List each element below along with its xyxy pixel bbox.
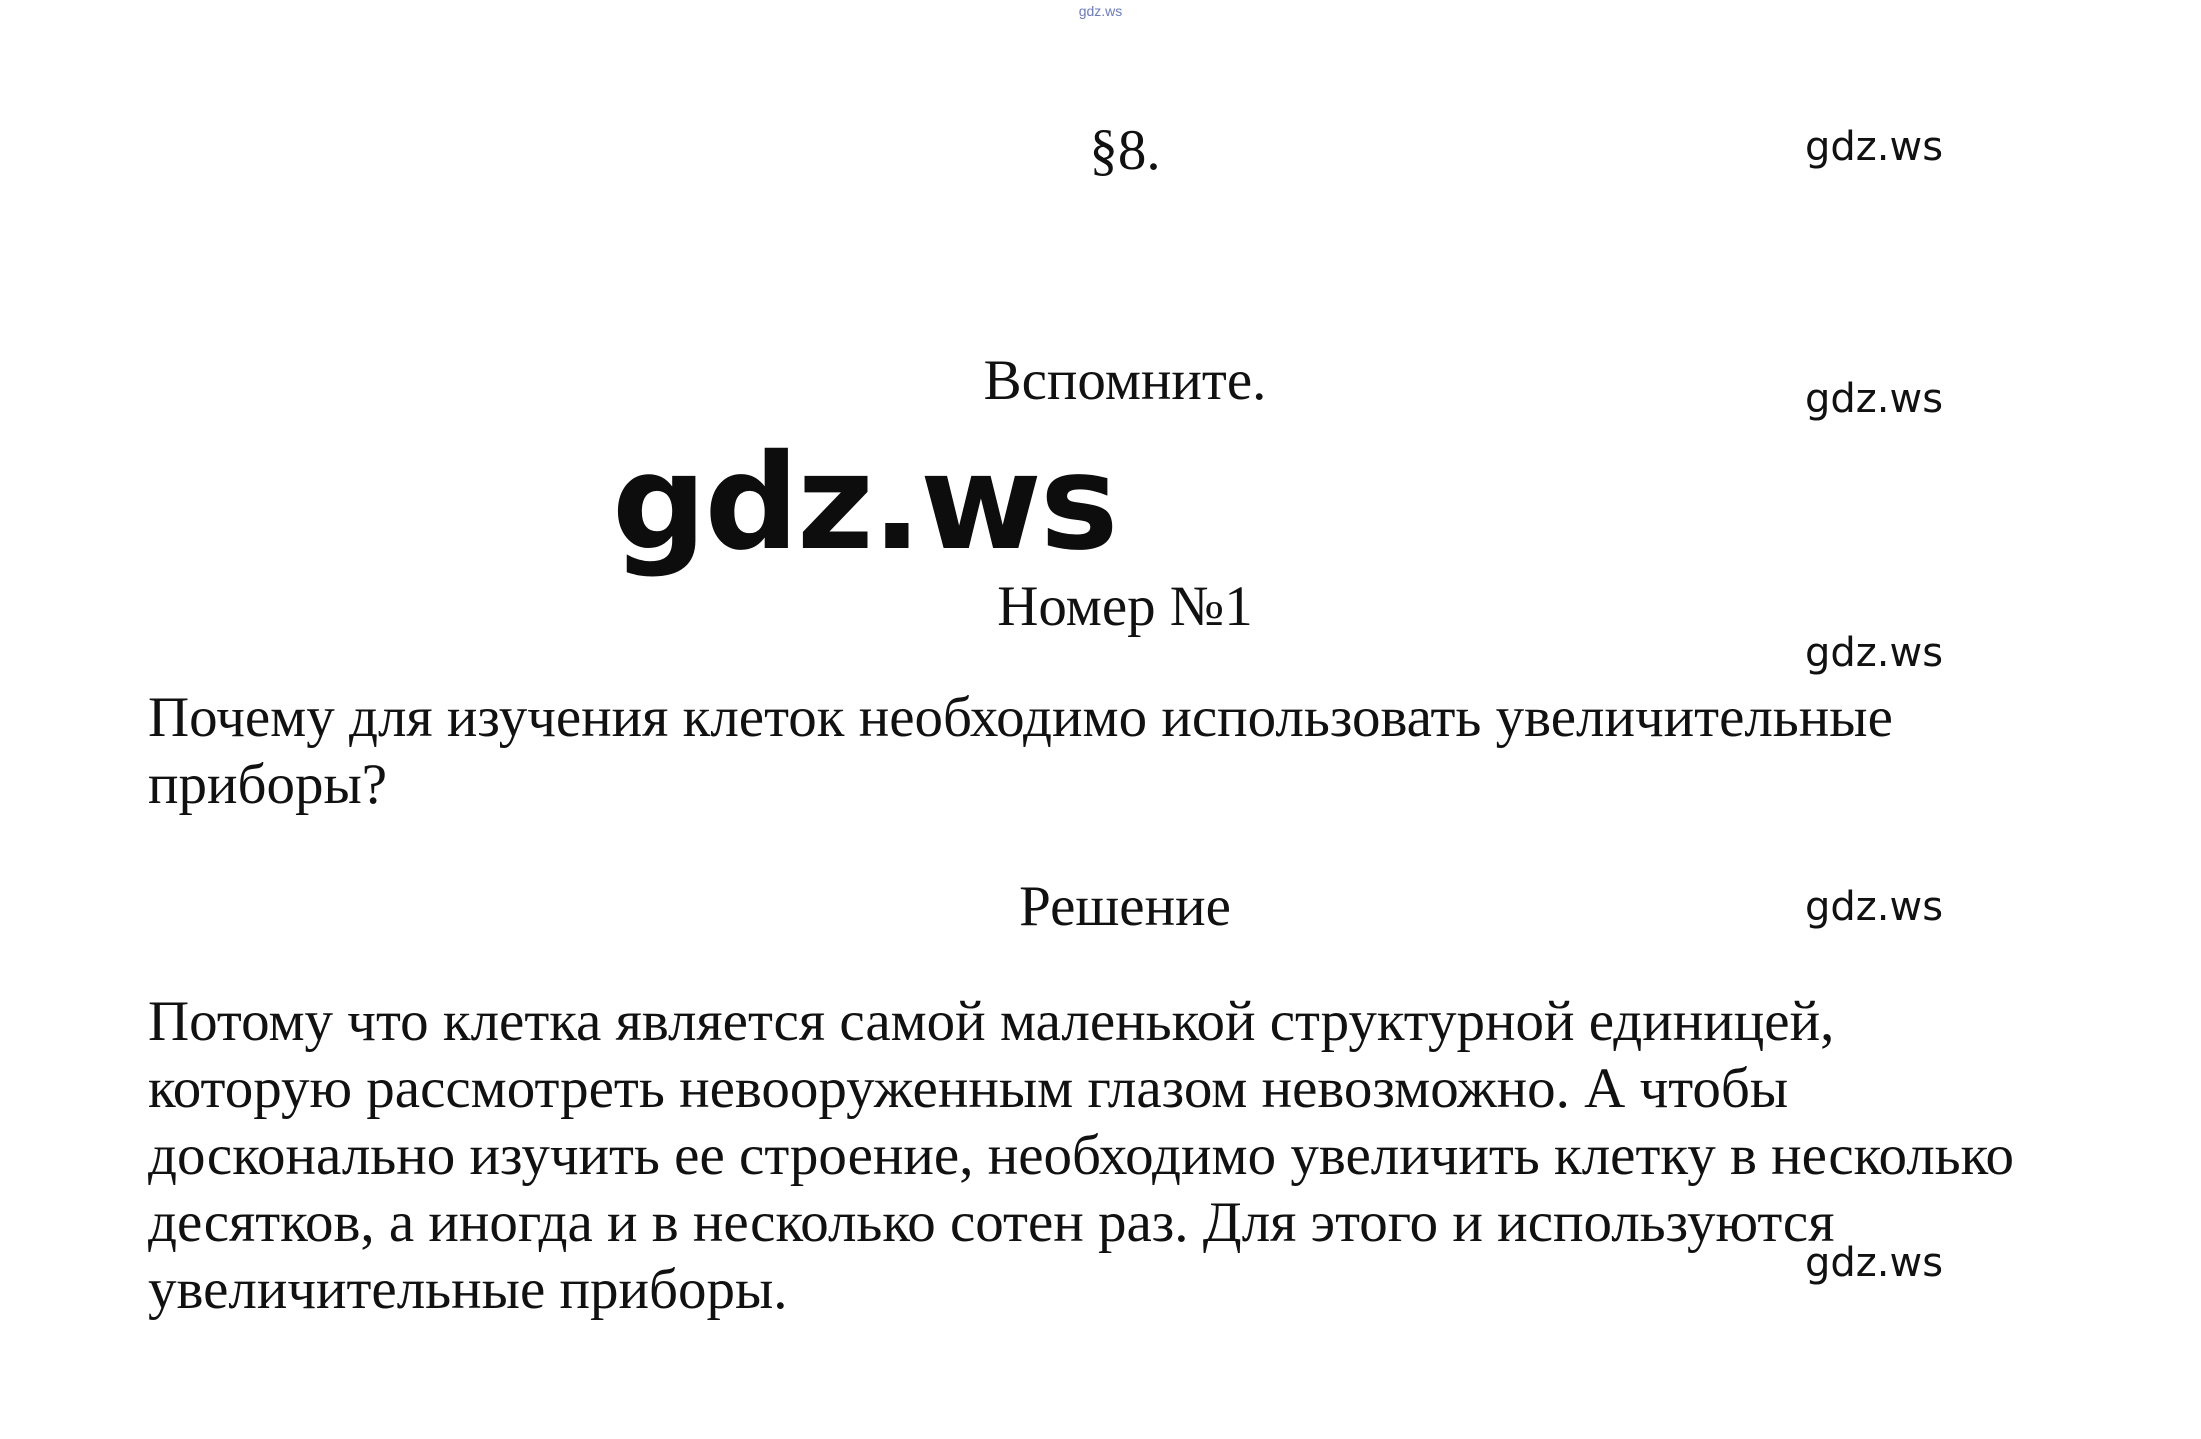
watermark-top: gdz.ws: [1078, 3, 1123, 19]
section-title: §8.: [1089, 119, 1161, 182]
remember-heading: Вспомните.: [983, 349, 1267, 412]
watermark-side: gdz.ws: [1805, 1240, 1944, 1286]
watermark-side: gdz.ws: [1805, 630, 1944, 676]
watermark-large: gdz.ws: [612, 426, 1117, 580]
solution-heading: Решение: [1019, 875, 1231, 938]
question-text: Почему для изучения клеток необходимо использовать увеличительные приборы?: [148, 686, 1893, 816]
number-heading: Номер №1: [997, 575, 1253, 638]
watermark-side: gdz.ws: [1805, 376, 1944, 422]
answer-text: Потому что клетка является самой маленькой структурной единицей, которую рассмотреть невооруженным глазом невозможно. А чтобы досконально изучить ее строение, необходимо увеличить клетку в несколько десятков, а иногда и в несколько сотен раз. Для этого и используются увеличительные приборы.: [148, 990, 2014, 1321]
watermark-side: gdz.ws: [1805, 884, 1944, 930]
watermark-side: gdz.ws: [1805, 124, 1944, 170]
